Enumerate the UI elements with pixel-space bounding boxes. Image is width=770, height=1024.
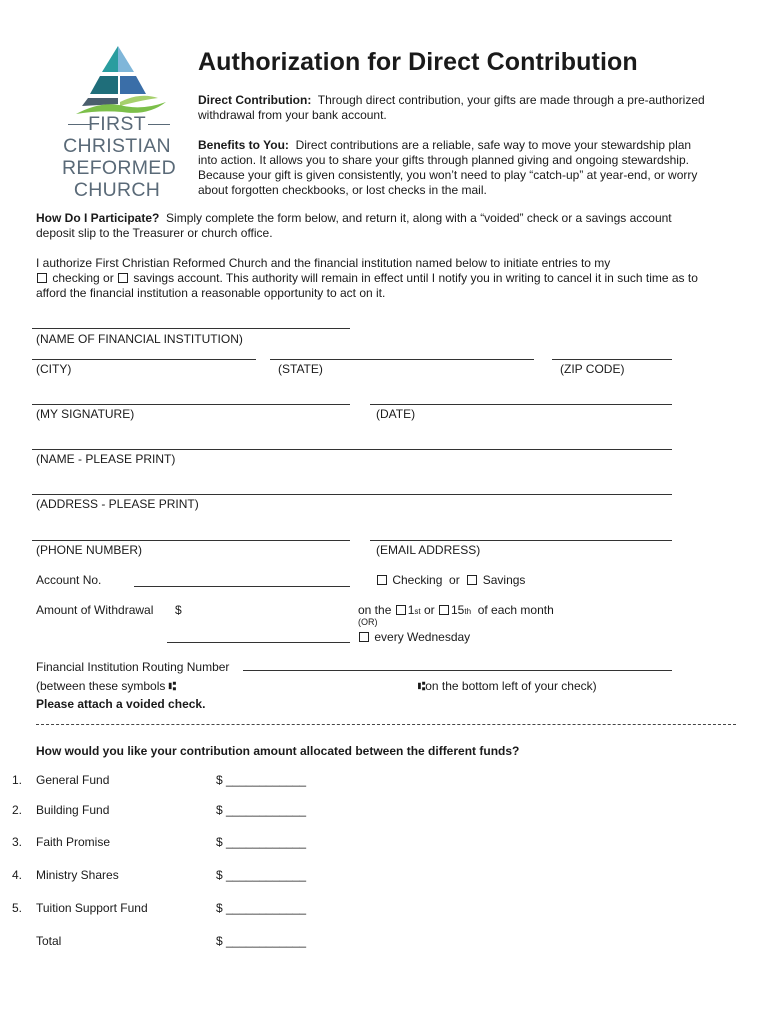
account-number-line[interactable]: [134, 586, 350, 587]
email-label: (EMAIL ADDRESS): [376, 543, 481, 557]
name-label: (NAME - PLEASE PRINT): [36, 452, 176, 466]
address-line[interactable]: [32, 494, 672, 495]
or-label: (OR): [358, 617, 378, 627]
page-title: Authorization for Direct Contribution: [198, 48, 638, 76]
fund-row: 3. Faith Promise $ ____________: [12, 835, 307, 849]
benefits-paragraph: Benefits to You: Direct contributions are a reliable, safe way to move your stewardship plan into action. It allows you to share your gifts through planned giving and ongoing stewardship. Because your gift is given consistently, you won’t need to play “catch-up” at year-end, or worry about forgotten checkbooks, or lost checks in the mail.: [198, 138, 698, 197]
signature-line[interactable]: [32, 404, 350, 405]
amount-dollar-sign: $: [175, 603, 182, 617]
first-of-month-checkbox[interactable]: [396, 605, 406, 615]
account-type-options: Checking or Savings: [376, 573, 525, 587]
logo-line-2: CHRISTIAN: [63, 135, 171, 157]
authorization-paragraph: I authorize First Christian Reformed Church and the financial institution named below to initiate entries to my checking or savings account. This authority will remain in effect until I notify you in writing to cancel it in such time as to afford the financial institution a reasonable opportunity to act on it.: [36, 256, 698, 300]
logo-line-1: FIRST: [88, 113, 146, 135]
fund-name: Ministry Shares: [36, 868, 119, 882]
email-line[interactable]: [370, 540, 672, 541]
fund-row: 1. General Fund $ ____________: [12, 773, 307, 787]
every-wednesday-option: every Wednesday: [358, 630, 470, 644]
routing-hint-left: (between these symbols ⑆: [36, 679, 176, 693]
every-wednesday-checkbox[interactable]: [359, 632, 369, 642]
logo-line-3: REFORMED: [62, 157, 176, 179]
state-label: (STATE): [278, 362, 323, 376]
fund-row: 2. Building Fund $ ____________: [12, 803, 307, 817]
routing-symbol-icon: ⑆: [418, 679, 426, 693]
direct-contribution-paragraph: Direct Contribution: Through direct contribution, your gifts are made through a pre-authorized withdrawal from your bank account.: [198, 93, 705, 122]
institution-line[interactable]: [32, 328, 350, 329]
savings-checkbox[interactable]: [467, 575, 477, 585]
fund-amount-field[interactable]: $ ____________: [216, 835, 307, 849]
phone-label: (PHONE NUMBER): [36, 543, 143, 557]
routing-symbol-icon: ⑆: [168, 679, 176, 693]
participate-label: How Do I Participate?: [36, 211, 160, 225]
logo-mark-icon: [62, 44, 174, 116]
amount-line[interactable]: [167, 642, 350, 643]
city-label: (CITY): [36, 362, 72, 376]
fund-name: General Fund: [36, 773, 110, 787]
benefits-label: Benefits to You:: [198, 138, 289, 152]
fund-name: Tuition Support Fund: [36, 901, 148, 915]
signature-label: (MY SIGNATURE): [36, 407, 135, 421]
routing-number-line[interactable]: [243, 670, 672, 671]
direct-contribution-label: Direct Contribution:: [198, 93, 312, 107]
zip-line[interactable]: [552, 359, 672, 360]
savings-account-checkbox[interactable]: [118, 273, 128, 283]
fund-row: 5. Tuition Support Fund $ ____________: [12, 901, 307, 915]
total-label: Total: [36, 934, 62, 948]
checking-checkbox[interactable]: [377, 575, 387, 585]
amount-label: Amount of Withdrawal: [36, 603, 154, 617]
name-line[interactable]: [32, 449, 672, 450]
fund-amount-field[interactable]: $ ____________: [216, 868, 307, 882]
routing-hint-right: ⑆on the bottom left of your check): [418, 679, 597, 693]
fund-amount-field[interactable]: $ ____________: [216, 803, 307, 817]
withdrawal-schedule: on the 1st or 15th of each month: [358, 603, 554, 617]
total-amount-field[interactable]: $ ____________: [216, 934, 307, 948]
checking-account-checkbox[interactable]: [37, 273, 47, 283]
fund-amount-field[interactable]: $ ____________: [216, 901, 307, 915]
fund-name: Building Fund: [36, 803, 110, 817]
address-label: (ADDRESS - PLEASE PRINT): [36, 497, 199, 511]
cut-line-divider: [36, 724, 736, 725]
date-line[interactable]: [370, 404, 672, 405]
fund-name: Faith Promise: [36, 835, 111, 849]
logo-line-4: CHURCH: [73, 179, 161, 201]
routing-label: Financial Institution Routing Number: [36, 660, 230, 674]
account-number-label: Account No.: [36, 573, 102, 587]
fund-row: 4. Ministry Shares $ ____________: [12, 868, 307, 882]
attach-voided-check-note: Please attach a voided check.: [36, 697, 206, 711]
state-line[interactable]: [270, 359, 534, 360]
date-label: (DATE): [376, 407, 416, 421]
participate-paragraph: How Do I Participate? Simply complete the form below, and return it, along with a “voided” check or a savings account deposit slip to the Treasurer or church office.: [36, 211, 672, 240]
fifteenth-of-month-checkbox[interactable]: [439, 605, 449, 615]
phone-line[interactable]: [32, 540, 350, 541]
allocation-question: How would you like your contribution amount allocated between the different funds?: [36, 744, 520, 758]
institution-label: (NAME OF FINANCIAL INSTITUTION): [36, 332, 243, 346]
zip-label: (ZIP CODE): [560, 362, 625, 376]
city-line[interactable]: [32, 359, 256, 360]
fund-amount-field[interactable]: $ ____________: [216, 773, 307, 787]
